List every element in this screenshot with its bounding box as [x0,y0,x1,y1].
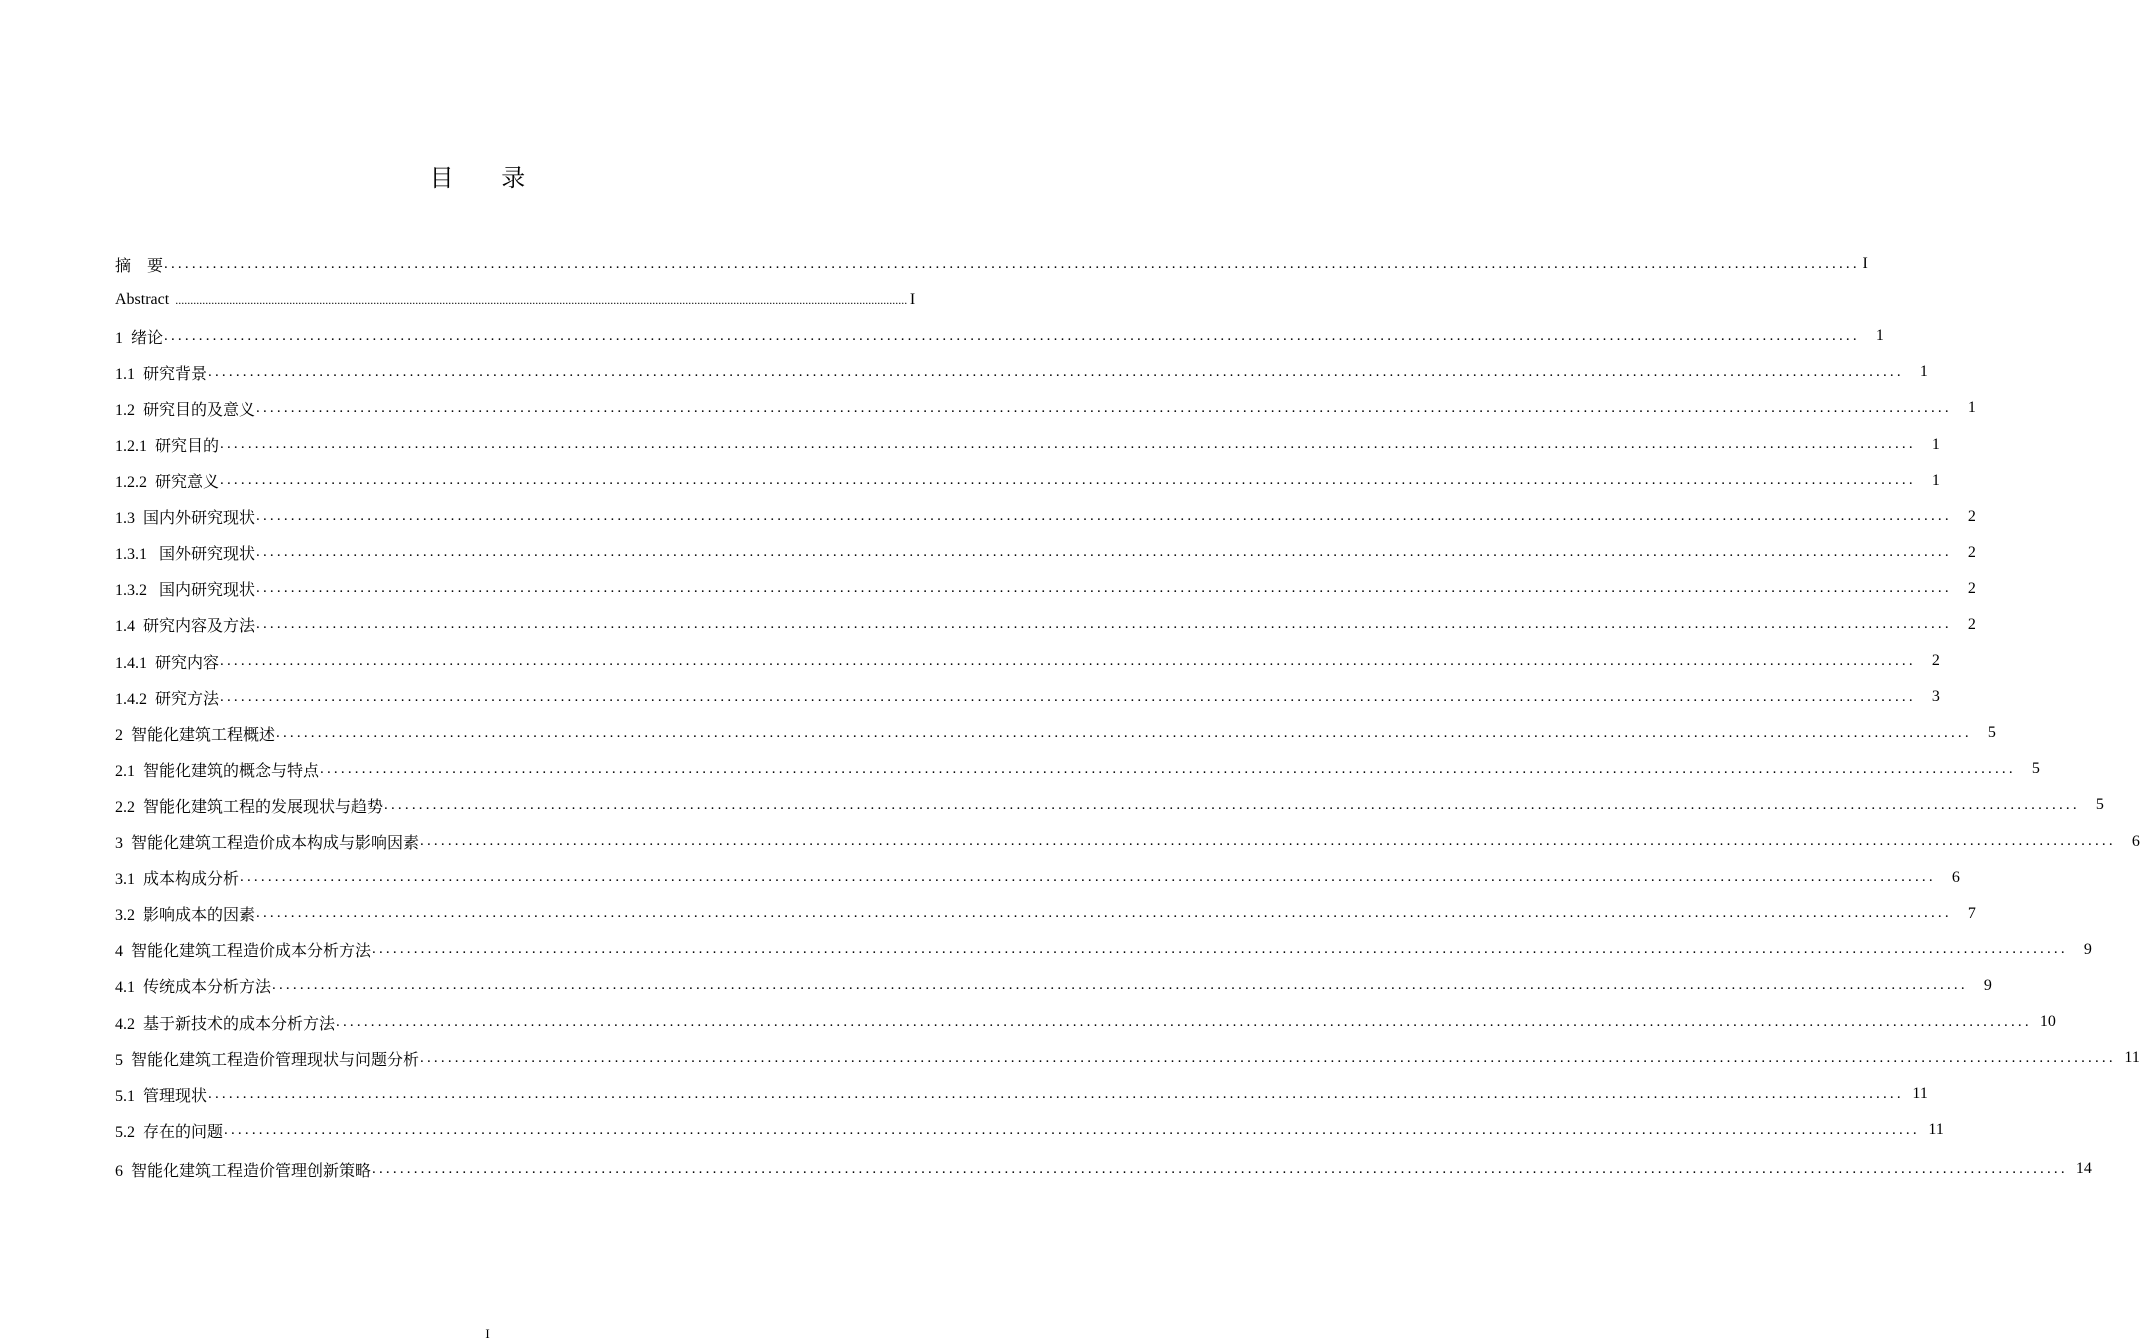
toc-entry-page: 11 [2124,1049,2140,1067]
dot-leader: .................................................................................................................................................................................................................................................... [420,833,2116,850]
toc-entry[interactable] [115,1004,2056,1040]
toc-entry-page: I [1862,255,1868,273]
toc-entry-label: 摘 要 [115,257,164,275]
toc-entry[interactable] [115,932,2092,968]
toc-entry-label: 1.2.2 研究意义 [115,474,220,492]
dot-leader: .................................................................................................................................................................................................................................................... [256,544,1952,561]
toc-entry-page: 5 [2031,760,2040,778]
toc-entry-page: 1 [1875,327,1884,345]
toc-entry-page: 3 [1931,688,1940,706]
dot-leader: .................................................................................................................................................................................................................................................... [164,255,1860,272]
toc-entry-page: 7 [1967,904,1976,922]
toc-entry[interactable] [115,354,1928,390]
toc-entry-page: 1 [1919,363,1928,381]
toc-entry[interactable] [115,463,1940,499]
dot-leader: .................................................................................................................................................................................................................................................... [256,580,1952,597]
toc-entry-label: 2.1 智能化建筑的概念与特点 [115,762,320,780]
toc-entry-page: 9 [1983,976,1992,994]
toc-entry-label: 3.1 成本构成分析 [115,871,240,889]
toc-entry[interactable] [115,282,916,318]
toc-entry-label: 6 智能化建筑工程造价管理创新策略 [115,1162,372,1180]
toc-entry-label: 5.1 管理现状 [115,1087,208,1105]
toc-entry-page: 1 [1931,471,1940,489]
toc-entry-label: 1.4.1 研究内容 [115,654,220,672]
toc-entry[interactable] [115,318,1884,354]
toc-entry-label: 1.2.1 研究目的 [115,438,220,456]
toc-entry-label: 1.3 国内外研究现状 [115,510,256,528]
toc-entry-label: 2.2 智能化建筑工程的发展现状与趋势 [115,798,384,816]
toc-entry-label: 1.4.2 研究方法 [115,690,220,708]
toc-entry-page: 1 [1931,435,1940,453]
toc-entry-label: 3 智能化建筑工程造价成本构成与影响因素 [115,835,420,853]
dot-leader: .................................................................................................................................................................................................................................................... [272,977,1968,994]
toc-entry-page: 1 [1967,399,1976,417]
toc-entry[interactable] [115,679,1940,715]
toc-entry[interactable] [115,751,2040,787]
toc-entry[interactable] [115,896,1976,932]
toc-entry-label: 5.2 存在的问题 [115,1123,224,1141]
dot-leader: .................................................................................................................................................................................................................................................... [256,616,1952,633]
dot-leader: .................................................................................................................................................................................................................................................... [320,760,2016,777]
toc-entry[interactable] [115,1076,1928,1112]
toc-entry-label: 2 智能化建筑工程概述 [115,726,276,744]
dot-leader: .................................................................................................................................................................................................................................................... [420,1049,2116,1066]
toc-entry[interactable] [115,860,1960,896]
toc-entry-label: 4.2 基于新技术的成本分析方法 [115,1015,336,1033]
toc-entry-page: 11 [1912,1085,1928,1103]
toc-entry[interactable] [115,787,2104,823]
dot-leader: .................................................................................................................................................................................................................................................... [256,399,1952,416]
toc-entry[interactable] [115,1040,2140,1076]
toc-entry-page: 2 [1967,579,1976,597]
dot-leader: .................................................................................................................................................................................................................................................... [276,724,1972,741]
toc-entry[interactable] [115,1151,2092,1187]
toc-entry-page: 9 [2083,940,2092,958]
toc-entry-page: 5 [1987,724,1996,742]
toc-entry-label: 4.1 传统成本分析方法 [115,979,272,997]
toc-entry-page: I [909,291,916,309]
toc-entry[interactable] [115,390,1976,426]
toc-entry-label: 1.4 研究内容及方法 [115,618,256,636]
toc-entry-page: 2 [1967,543,1976,561]
toc-entry[interactable] [115,535,1976,571]
dot-leader: .................................................................................................................................................................................................................................................... [220,436,1916,453]
dot-leader: .................................................................................................................................................................................................................................................... [240,869,1936,886]
footer-page-number: I [485,1326,490,1341]
toc-entry-label: 1 绪论 [115,329,164,347]
toc-entry[interactable] [115,246,1868,282]
toc-entry[interactable] [115,426,1940,462]
toc-entry-page: 5 [2095,796,2104,814]
table-of-contents [115,246,2140,1187]
toc-entry-label: 1.1 研究背景 [115,365,208,383]
toc-entry-page: 2 [1967,507,1976,525]
dot-leader: .................................................................................................................................................................................................................................................... [208,1085,1904,1102]
toc-entry-page: 14 [2075,1160,2092,1178]
toc-entry[interactable] [115,715,1996,751]
toc-entry[interactable] [115,824,2140,860]
toc-entry-page: 2 [1931,652,1940,670]
dot-leader: .................................................................................................................................................................................................................................................... [372,1160,2068,1177]
toc-entry-label: 1.2 研究目的及意义 [115,401,256,419]
toc-entry-label: 1.3.2 国内研究现状 [115,582,256,600]
toc-entry-page: 6 [1951,868,1960,886]
toc-entry[interactable] [115,607,1976,643]
dot-leader: .................................................................................................................................................................................................................................................... [384,796,2080,813]
toc-entry[interactable] [115,968,1992,1004]
dot-leader: .................................................................................................................................................................................................................................................... [220,472,1916,489]
dot-leader: .................................................................................................................................................................................................................................................... [336,1013,2032,1030]
toc-entry[interactable] [115,499,1976,535]
dot-leader: .................................................................................................................................................................................................................................................... [220,688,1916,705]
toc-entry-label: 1.3.1 国外研究现状 [115,546,256,564]
toc-entry-label: 3.2 影响成本的因素 [115,907,256,925]
page-title: 目 录 [429,164,546,192]
toc-entry-page: 6 [2131,832,2140,850]
toc-entry-label: 5 智能化建筑工程造价管理现状与问题分析 [115,1051,420,1069]
toc-entry-page: 10 [2039,1013,2056,1031]
dot-leader: .................................................................................................................................................................................................................................................... [220,652,1916,669]
toc-entry[interactable] [115,1112,1944,1148]
toc-entry-page: 11 [1928,1121,1944,1139]
dot-leader: .................................................................................................................................................................................................................................................... [175,292,908,307]
toc-entry-label: Abstract [115,291,170,309]
toc-entry-label: 4 智能化建筑工程造价成本分析方法 [115,943,372,961]
dot-leader: .................................................................................................................................................................................................................................................... [256,508,1952,525]
toc-entry[interactable] [115,571,1976,607]
dot-leader: .................................................................................................................................................................................................................................................... [208,363,1904,380]
dot-leader: .................................................................................................................................................................................................................................................... [372,941,2068,958]
dot-leader: .................................................................................................................................................................................................................................................... [224,1121,1920,1138]
dot-leader: .................................................................................................................................................................................................................................................... [164,327,1860,344]
toc-entry-page: 2 [1967,615,1976,633]
dot-leader: .................................................................................................................................................................................................................................................... [256,905,1952,922]
toc-entry[interactable] [115,643,1940,679]
